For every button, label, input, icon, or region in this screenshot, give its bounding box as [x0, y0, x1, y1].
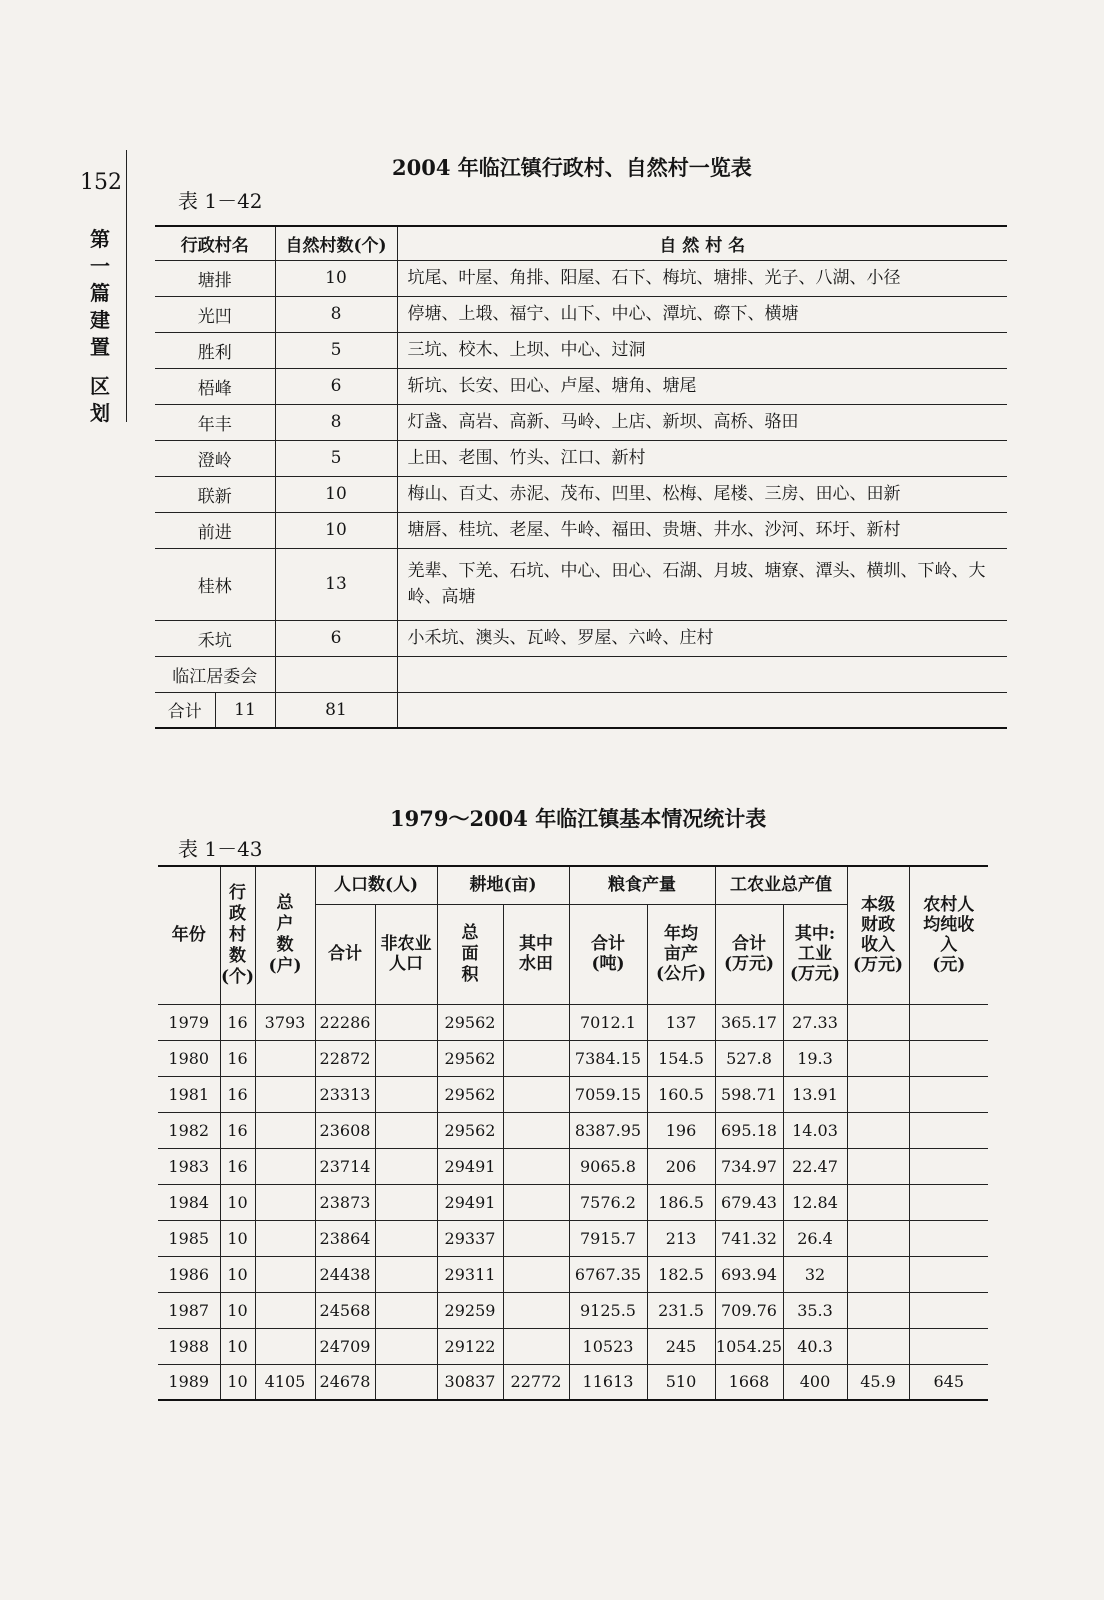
table-row [155, 404, 1007, 440]
t43-cell-output-industry: 14.03 [783, 1112, 847, 1148]
t42-villages: 停塘、上塅、福宁、山下、中心、潭坑、磜下、横塘 [397, 296, 1007, 332]
t43-cell-output-industry: 27.33 [783, 1004, 847, 1040]
t42-header-count: 自然村数(个) [275, 226, 397, 260]
t43-cell-households [255, 1220, 315, 1256]
t43-cell-income [909, 1328, 988, 1364]
t42-count: 10 [275, 260, 397, 296]
t43-cell-admin-villages: 16 [220, 1112, 255, 1148]
t43-cell-admin-villages: 10 [220, 1328, 255, 1364]
t42-total-admin: 11 [215, 692, 275, 728]
t43-cell-pop-nonagri [375, 1220, 437, 1256]
t43-cell-farm-total: 29337 [437, 1220, 503, 1256]
t42-villages: 羌辈、下羌、石坑、中心、田心、石湖、月坡、塘寮、潭头、横圳、下岭、大岭、高塘 [397, 548, 1007, 620]
t42-admin-name: 胜利 [155, 332, 275, 368]
side-title-char: 置 [90, 335, 110, 359]
t43-cell-grain-yield: 186.5 [647, 1184, 715, 1220]
t43-cell-grain-total: 9125.5 [569, 1292, 647, 1328]
side-title-char: 一 [90, 254, 110, 278]
t43-cell-year: 1980 [158, 1040, 220, 1076]
t43-cell-output-industry: 22.47 [783, 1148, 847, 1184]
t42-total-villages [397, 692, 1007, 728]
t43-header-population: 人口数(人) [315, 866, 437, 904]
t43-cell-households [255, 1292, 315, 1328]
t43-cell-grain-yield: 154.5 [647, 1040, 715, 1076]
t43-cell-fiscal: 45.9 [847, 1364, 909, 1400]
t43-header-grain: 粮食产量 [569, 866, 715, 904]
t43-cell-income [909, 1004, 988, 1040]
t43-cell-income [909, 1256, 988, 1292]
t43-cell-grain-yield: 510 [647, 1364, 715, 1400]
table43-title: 1979～2004 年临江镇基本情况统计表 [390, 806, 767, 831]
t43-header-farm-paddy: 其中 水田 [503, 904, 569, 1004]
table-row [155, 548, 1007, 620]
t43-cell-admin-villages: 16 [220, 1076, 255, 1112]
t43-cell-pop-total: 22286 [315, 1004, 375, 1040]
t43-cell-income [909, 1040, 988, 1076]
t43-cell-households [255, 1184, 315, 1220]
t43-cell-income [909, 1112, 988, 1148]
t42-header-villages: 自 然 村 名 [397, 226, 1007, 260]
t42-count: 10 [275, 512, 397, 548]
t43-cell-grain-total: 8387.95 [569, 1112, 647, 1148]
t43-cell-pop-total: 23873 [315, 1184, 375, 1220]
side-rule [126, 150, 127, 422]
t43-cell-income [909, 1076, 988, 1112]
t43-cell-grain-total: 7576.2 [569, 1184, 647, 1220]
t43-cell-pop-total: 24568 [315, 1292, 375, 1328]
t42-villages: 小禾坑、澳头、瓦岭、罗屋、六岭、庄村 [397, 620, 1007, 656]
table-row [155, 476, 1007, 512]
t42-admin-name: 年丰 [155, 404, 275, 440]
t43-cell-grain-yield: 206 [647, 1148, 715, 1184]
t42-villages: 塘唇、桂坑、老屋、牛岭、福田、贵塘、井水、沙河、环圩、新村 [397, 512, 1007, 548]
t43-cell-pop-total: 24709 [315, 1328, 375, 1364]
t43-cell-fiscal [847, 1220, 909, 1256]
t43-cell-grain-yield: 182.5 [647, 1256, 715, 1292]
table-row [155, 440, 1007, 476]
t43-cell-output-industry: 13.91 [783, 1076, 847, 1112]
t42-admin-name: 桂林 [155, 548, 275, 620]
t43-cell-income [909, 1292, 988, 1328]
table-row [158, 1148, 988, 1184]
t43-cell-pop-nonagri [375, 1040, 437, 1076]
t43-cell-output-total: 1668 [715, 1364, 783, 1400]
t43-cell-pop-nonagri [375, 1292, 437, 1328]
t42-total-count: 81 [275, 692, 397, 728]
t43-header-farm-total: 总 面 积 [437, 904, 503, 1004]
t43-header-households: 总 户 数 (户) [255, 866, 315, 1004]
t43-cell-grain-total: 7012.1 [569, 1004, 647, 1040]
t43-cell-income [909, 1148, 988, 1184]
t43-cell-admin-villages: 16 [220, 1004, 255, 1040]
t43-cell-farm-paddy [503, 1076, 569, 1112]
t43-cell-year: 1985 [158, 1220, 220, 1256]
t43-cell-pop-total: 23313 [315, 1076, 375, 1112]
t43-cell-output-total: 527.8 [715, 1040, 783, 1076]
t43-header-output-industry: 其中: 工业 (万元) [783, 904, 847, 1004]
t43-cell-output-industry: 12.84 [783, 1184, 847, 1220]
t43-cell-pop-nonagri [375, 1148, 437, 1184]
t43-cell-fiscal [847, 1040, 909, 1076]
t43-header-year: 年份 [158, 866, 220, 1004]
t43-cell-output-total: 679.43 [715, 1184, 783, 1220]
t43-cell-year: 1986 [158, 1256, 220, 1292]
t43-cell-output-industry: 32 [783, 1256, 847, 1292]
table-row [155, 260, 1007, 296]
t43-cell-grain-total: 9065.8 [569, 1148, 647, 1184]
t43-cell-farm-total: 29491 [437, 1184, 503, 1220]
t43-cell-year: 1989 [158, 1364, 220, 1400]
t43-cell-grain-total: 10523 [569, 1328, 647, 1364]
t42-count: 6 [275, 620, 397, 656]
t43-cell-farm-total: 30837 [437, 1364, 503, 1400]
t43-cell-output-total: 741.32 [715, 1220, 783, 1256]
table-row [158, 1004, 988, 1040]
t43-cell-households: 4105 [255, 1364, 315, 1400]
table-row [158, 1364, 988, 1400]
t43-cell-fiscal [847, 1148, 909, 1184]
t43-cell-pop-nonagri [375, 1328, 437, 1364]
t43-header-income: 农村人 均纯收 入 (元) [909, 866, 988, 1004]
table-row [155, 656, 1007, 692]
table-row [155, 512, 1007, 548]
t43-cell-farm-paddy [503, 1148, 569, 1184]
t43-cell-grain-yield: 245 [647, 1328, 715, 1364]
table42 [155, 225, 1007, 729]
t43-cell-pop-nonagri [375, 1004, 437, 1040]
t43-cell-output-total: 365.17 [715, 1004, 783, 1040]
table42-number: 表 1－42 [178, 189, 263, 213]
t43-cell-farm-paddy [503, 1184, 569, 1220]
t43-cell-farm-paddy [503, 1040, 569, 1076]
t42-count: 5 [275, 332, 397, 368]
t43-cell-year: 1982 [158, 1112, 220, 1148]
t43-cell-farm-total: 29562 [437, 1076, 503, 1112]
t43-header-pop-total: 合计 [315, 904, 375, 1004]
table-row [158, 1040, 988, 1076]
t42-admin-name: 梧峰 [155, 368, 275, 404]
t43-cell-year: 1988 [158, 1328, 220, 1364]
t43-cell-fiscal [847, 1184, 909, 1220]
t43-cell-pop-nonagri [375, 1184, 437, 1220]
t43-cell-households [255, 1040, 315, 1076]
t42-total-label: 合计 [155, 692, 215, 728]
t42-villages: 坑尾、叶屋、角排、阳屋、石下、梅坑、塘排、光子、八湖、小径 [397, 260, 1007, 296]
t42-count: 5 [275, 440, 397, 476]
table-row [155, 620, 1007, 656]
t43-cell-output-total: 695.18 [715, 1112, 783, 1148]
table-row [155, 332, 1007, 368]
chapter-side-title [86, 226, 114, 427]
t43-header-grain-total: 合计 (吨) [569, 904, 647, 1004]
t43-cell-pop-total: 23608 [315, 1112, 375, 1148]
t43-cell-pop-nonagri [375, 1256, 437, 1292]
t43-cell-farm-total: 29562 [437, 1112, 503, 1148]
t43-cell-households: 3793 [255, 1004, 315, 1040]
t43-header-grain-yield: 年均 亩产 (公斤) [647, 904, 715, 1004]
table43 [158, 865, 988, 1401]
t43-cell-admin-villages: 16 [220, 1148, 255, 1184]
t42-count [275, 656, 397, 692]
t42-count: 8 [275, 404, 397, 440]
t43-cell-farm-total: 29562 [437, 1040, 503, 1076]
side-title-char: 篇 [90, 281, 110, 305]
t43-cell-fiscal [847, 1112, 909, 1148]
t43-cell-admin-villages: 10 [220, 1292, 255, 1328]
t43-cell-output-industry: 26.4 [783, 1220, 847, 1256]
t43-cell-pop-nonagri [375, 1364, 437, 1400]
t42-villages: 斩坑、长安、田心、卢屋、塘角、塘尾 [397, 368, 1007, 404]
t43-cell-output-total: 693.94 [715, 1256, 783, 1292]
t43-cell-year: 1987 [158, 1292, 220, 1328]
t43-header-pop-nonagri: 非农业 人口 [375, 904, 437, 1004]
t43-cell-farm-paddy [503, 1328, 569, 1364]
t43-cell-grain-total: 6767.35 [569, 1256, 647, 1292]
t43-cell-pop-total: 22872 [315, 1040, 375, 1076]
table-row [158, 1184, 988, 1220]
side-title-char: 建 [90, 308, 110, 332]
t42-admin-name: 禾坑 [155, 620, 275, 656]
t43-cell-output-total: 1054.25 [715, 1328, 783, 1364]
t43-cell-pop-nonagri [375, 1076, 437, 1112]
t43-cell-fiscal [847, 1328, 909, 1364]
t43-header-farmland: 耕地(亩) [437, 866, 569, 904]
t42-admin-name: 澄岭 [155, 440, 275, 476]
t43-cell-grain-yield: 231.5 [647, 1292, 715, 1328]
t43-cell-year: 1981 [158, 1076, 220, 1112]
t43-cell-year: 1984 [158, 1184, 220, 1220]
table-row [158, 1076, 988, 1112]
t43-cell-farm-total: 29259 [437, 1292, 503, 1328]
t43-cell-pop-total: 24438 [315, 1256, 375, 1292]
t43-cell-admin-villages: 10 [220, 1364, 255, 1400]
table-row [155, 296, 1007, 332]
t43-body [158, 1004, 988, 1400]
t42-header-admin: 行政村名 [155, 226, 275, 260]
side-title-char: 划 [90, 401, 110, 425]
t43-cell-grain-yield: 196 [647, 1112, 715, 1148]
table-row [158, 1328, 988, 1364]
t43-cell-grain-total: 7915.7 [569, 1220, 647, 1256]
t43-header-admin: 行 政 村 数 (个) [220, 866, 255, 1004]
side-title-char: 区 [90, 374, 110, 398]
t43-cell-fiscal [847, 1004, 909, 1040]
t43-cell-grain-yield: 160.5 [647, 1076, 715, 1112]
t43-cell-households [255, 1328, 315, 1364]
t43-cell-grain-total: 7059.15 [569, 1076, 647, 1112]
t43-cell-income: 645 [909, 1364, 988, 1400]
t43-cell-output-industry: 19.3 [783, 1040, 847, 1076]
table-row [158, 1292, 988, 1328]
t43-cell-farm-total: 29562 [437, 1004, 503, 1040]
t42-count: 13 [275, 548, 397, 620]
t43-cell-output-industry: 400 [783, 1364, 847, 1400]
t42-villages [397, 656, 1007, 692]
t43-cell-year: 1983 [158, 1148, 220, 1184]
t42-villages: 上田、老围、竹头、江口、新村 [397, 440, 1007, 476]
t43-cell-farm-paddy [503, 1112, 569, 1148]
t43-cell-households [255, 1076, 315, 1112]
page-number: 152 [80, 170, 122, 195]
t43-cell-farm-paddy: 22772 [503, 1364, 569, 1400]
t42-admin-name: 临江居委会 [155, 656, 275, 692]
t43-cell-farm-paddy [503, 1220, 569, 1256]
t43-cell-farm-total: 29491 [437, 1148, 503, 1184]
table42-title: 2004 年临江镇行政村、自然村一览表 [392, 155, 752, 180]
t43-cell-output-industry: 35.3 [783, 1292, 847, 1328]
t43-cell-grain-yield: 137 [647, 1004, 715, 1040]
t43-cell-grain-total: 11613 [569, 1364, 647, 1400]
table-row [158, 1256, 988, 1292]
t42-admin-name: 光凹 [155, 296, 275, 332]
t43-cell-pop-nonagri [375, 1112, 437, 1148]
t43-cell-farm-paddy [503, 1292, 569, 1328]
t43-cell-farm-paddy [503, 1256, 569, 1292]
t43-cell-admin-villages: 16 [220, 1040, 255, 1076]
table-row [158, 1112, 988, 1148]
t42-admin-name: 塘排 [155, 260, 275, 296]
t42-villages: 梅山、百丈、赤泥、茂布、凹里、松梅、尾楼、三房、田心、田新 [397, 476, 1007, 512]
table-row-total [155, 692, 1007, 728]
t43-cell-households [255, 1112, 315, 1148]
t43-cell-farm-total: 29311 [437, 1256, 503, 1292]
t43-cell-grain-yield: 213 [647, 1220, 715, 1256]
t42-count: 8 [275, 296, 397, 332]
table-row [155, 368, 1007, 404]
t43-cell-fiscal [847, 1256, 909, 1292]
t43-cell-admin-villages: 10 [220, 1184, 255, 1220]
t42-villages: 灯盏、高岩、高新、马岭、上店、新坝、高桥、骆田 [397, 404, 1007, 440]
t43-cell-grain-total: 7384.15 [569, 1040, 647, 1076]
t43-cell-pop-total: 23864 [315, 1220, 375, 1256]
t43-cell-income [909, 1184, 988, 1220]
side-title-char: 第 [90, 227, 110, 251]
t42-villages: 三坑、校木、上坝、中心、过洞 [397, 332, 1007, 368]
t43-cell-fiscal [847, 1076, 909, 1112]
t43-header-output: 工农业总产值 [715, 866, 847, 904]
t43-cell-admin-villages: 10 [220, 1256, 255, 1292]
t42-admin-name: 联新 [155, 476, 275, 512]
t43-cell-farm-paddy [503, 1004, 569, 1040]
t43-cell-households [255, 1256, 315, 1292]
t43-cell-output-industry: 40.3 [783, 1328, 847, 1364]
t43-cell-households [255, 1148, 315, 1184]
t43-cell-output-total: 709.76 [715, 1292, 783, 1328]
table-row [158, 1220, 988, 1256]
t42-admin-name: 前进 [155, 512, 275, 548]
t43-header-fiscal: 本级 财政 收入 (万元) [847, 866, 909, 1004]
t43-header-output-total: 合计 (万元) [715, 904, 783, 1004]
t43-cell-income [909, 1220, 988, 1256]
t42-count: 6 [275, 368, 397, 404]
t43-cell-output-total: 734.97 [715, 1148, 783, 1184]
t43-cell-pop-total: 23714 [315, 1148, 375, 1184]
t42-count: 10 [275, 476, 397, 512]
t43-cell-admin-villages: 10 [220, 1220, 255, 1256]
table43-number: 表 1－43 [178, 837, 263, 861]
t43-cell-fiscal [847, 1292, 909, 1328]
t43-cell-year: 1979 [158, 1004, 220, 1040]
t43-cell-pop-total: 24678 [315, 1364, 375, 1400]
t43-cell-output-total: 598.71 [715, 1076, 783, 1112]
t43-cell-farm-total: 29122 [437, 1328, 503, 1364]
